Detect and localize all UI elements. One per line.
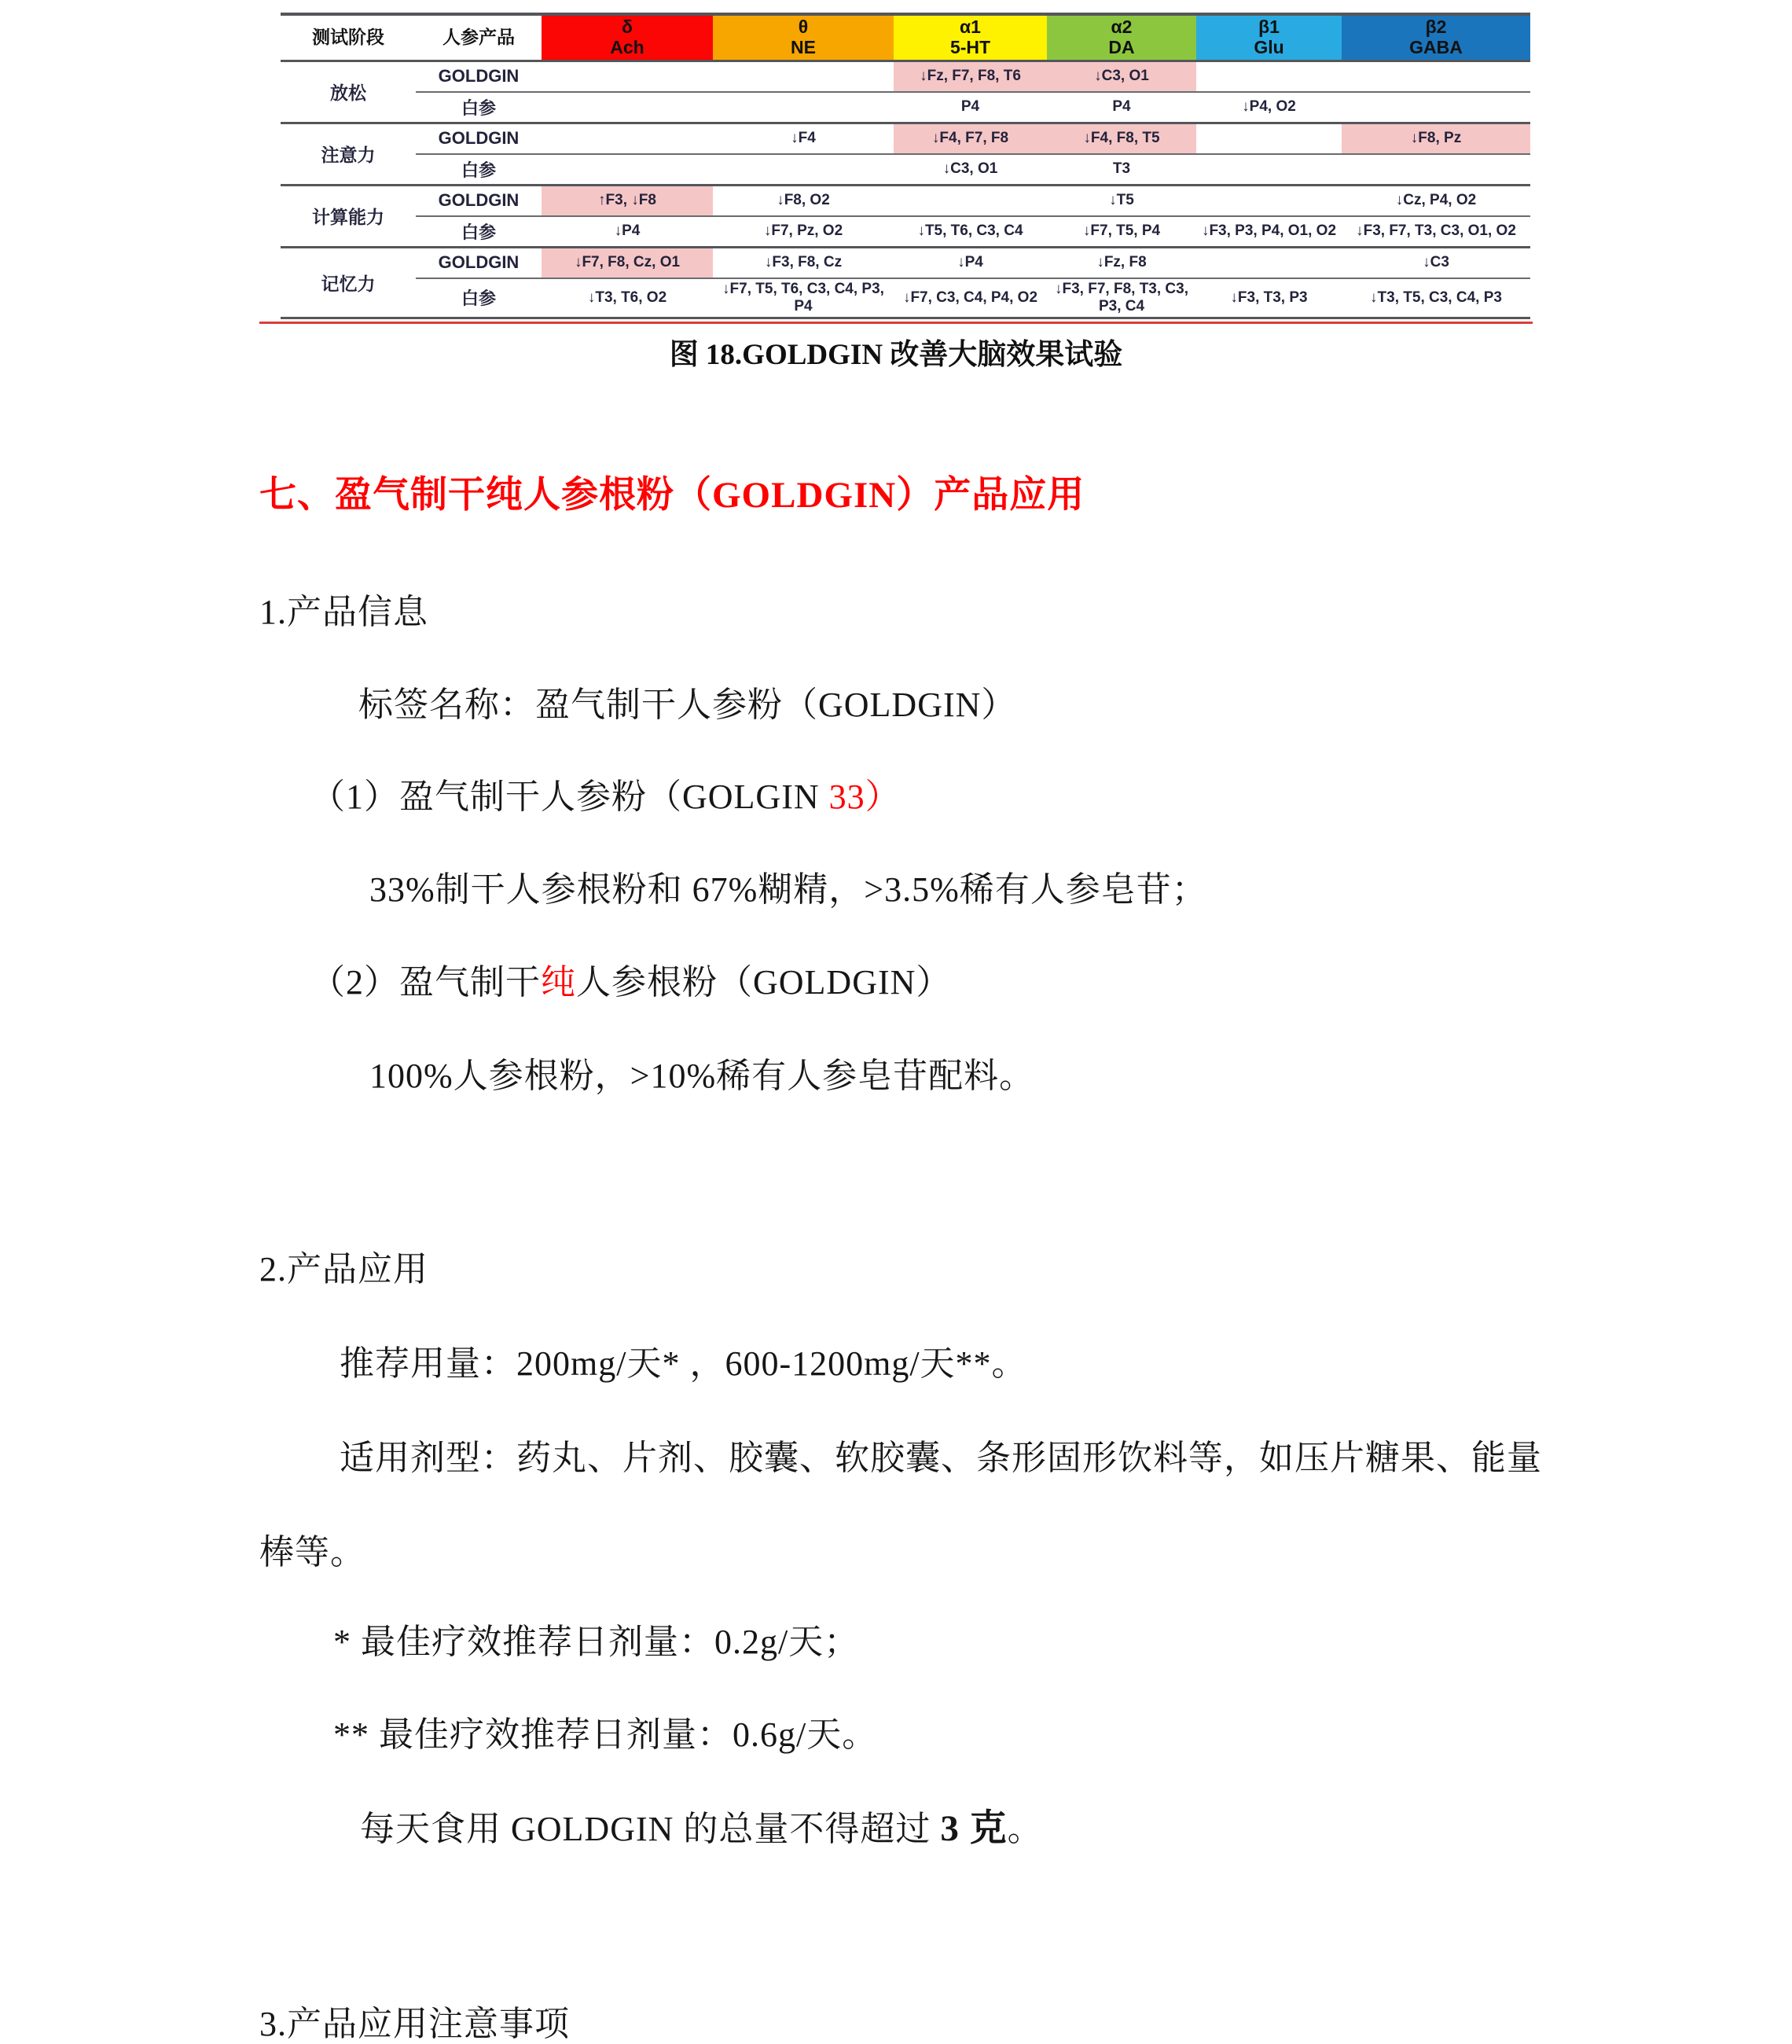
variant-1-text: （1）盈气制干人参粉（GOLGIN: [310, 778, 829, 816]
section-1-title: 1.产品信息: [259, 593, 428, 631]
table-cell: [1196, 247, 1342, 278]
band-header-ach: [542, 14, 713, 61]
table-cell: ↓F7, T5, T6, C3, C4, P3, P4: [713, 278, 894, 318]
stage-cell: 放松: [281, 61, 416, 123]
table-cell: ↓F3, F7, T3, C3, O1, O2: [1342, 216, 1530, 248]
variant-2-text-pre: （2）盈气制干: [310, 963, 541, 1002]
table-cell: ↓Cz, P4, O2: [1342, 185, 1530, 216]
band-label: GABA: [1409, 36, 1463, 57]
table-cell: [542, 92, 713, 123]
table-cell: [1342, 154, 1530, 186]
band-symbol: δ: [622, 17, 633, 37]
table-cell: P4: [894, 92, 1047, 123]
footnote-2: ** 最佳疗效推荐日剂量：0.6g/天。: [333, 1715, 878, 1754]
table-cell: P4: [1047, 92, 1196, 123]
band-label: Glu: [1254, 36, 1284, 57]
table-row: [281, 92, 1530, 123]
table-cell: ↓F3, F7, F8, T3, C3, P3, C4: [1047, 278, 1196, 318]
band-symbol: β2: [1425, 17, 1447, 37]
table-cell: ↓P4: [542, 216, 713, 248]
table-cell: ↓F3, P3, P4, O1, O2: [1196, 216, 1342, 248]
table-cell: [1342, 92, 1530, 123]
dosage-line: 推荐用量：200mg/天* ，600-1200mg/天**。: [340, 1344, 1027, 1383]
table-cell: [894, 185, 1047, 216]
table-cell: ↓T3, T5, C3, C4, P3: [1342, 278, 1530, 318]
daily-limit-amount: 3 克: [940, 1808, 1008, 1849]
table-cell: ↓F7, C3, C4, P4, O2: [894, 278, 1047, 318]
table-cell: ↓F8, O2: [713, 185, 894, 216]
section-heading: 七、盈气制干纯人参根粉（GOLDGIN）产品应用: [259, 475, 1085, 516]
table-row: [281, 278, 1530, 318]
table-cell: [1196, 61, 1342, 92]
product-cell: 白参: [416, 92, 542, 123]
daily-limit-end: 。: [1007, 1810, 1043, 1848]
table-cell: ↓F4, F7, F8: [894, 123, 1047, 154]
product-cell: GOLDGIN: [416, 185, 542, 216]
effect-table-wrap: [281, 13, 1530, 319]
variant-1-composition: 33%制干人参根粉和 67%糊精，>3.5%稀有人参皂苷；: [369, 870, 1207, 909]
table-cell: ↓Fz, F7, F8, T6: [894, 61, 1047, 92]
table-cell: ↓C3, O1: [1047, 61, 1196, 92]
table-cell: ↓P4: [894, 247, 1047, 278]
band-header-gaba: [1342, 14, 1530, 61]
table-red-underline: [259, 322, 1533, 324]
table-cell: [713, 61, 894, 92]
table-cell: [1342, 61, 1530, 92]
variant-2-red-text: 纯: [541, 963, 576, 1002]
section-2-title: 2.产品应用: [259, 1250, 428, 1289]
product-cell: GOLDGIN: [416, 247, 542, 278]
product-variant-2: [310, 954, 951, 1004]
table-cell: ↓T3, T6, O2: [542, 278, 713, 318]
table-cell: ↓F7, Pz, O2: [713, 216, 894, 248]
section-3-title: 3.产品应用注意事项: [259, 2005, 570, 2043]
table-row: [281, 216, 1530, 248]
stage-column-header: 测试阶段: [281, 14, 416, 61]
band-label: NE: [791, 36, 816, 57]
stage-cell: 记忆力: [281, 247, 416, 318]
label-name-line: 标签名称：盈气制干人参粉（GOLDGIN）: [358, 686, 1017, 724]
table-cell: ↓F4: [713, 123, 894, 154]
band-header-da: [1047, 14, 1196, 61]
product-cell: 白参: [416, 278, 542, 318]
product-variant-1: [310, 768, 901, 818]
table-cell: [542, 123, 713, 154]
table-row: [281, 185, 1530, 216]
band-label: 5-HT: [949, 36, 991, 57]
band-label: DA: [1108, 36, 1135, 57]
stage-cell: 计算能力: [281, 185, 416, 247]
band-label: Ach: [610, 36, 644, 57]
table-row: [281, 123, 1530, 154]
table-cell: ↓C3, O1: [894, 154, 1047, 186]
table-cell: ↓F4, F8, T5: [1047, 123, 1196, 154]
table-row: [281, 154, 1530, 186]
table-cell: [542, 61, 713, 92]
dosage-forms-line-1: 适用剂型：药丸、片剂、胶囊、软胶囊、条形固形饮料等，如压片糖果、能量: [340, 1439, 1542, 1477]
table-cell: ↓T5: [1047, 185, 1196, 216]
product-cell: GOLDGIN: [416, 123, 542, 154]
table-cell: [1196, 154, 1342, 186]
product-cell: 白参: [416, 216, 542, 248]
table-caption: 图 18.GOLDGIN 改善大脑效果试验: [669, 339, 1123, 371]
table-cell: ↓F3, F8, Cz: [713, 247, 894, 278]
dosage-forms-line-2: 棒等。: [259, 1533, 365, 1572]
product-cell: 白参: [416, 154, 542, 186]
daily-limit-line: [360, 1799, 1043, 1851]
table-header-row: [281, 14, 1530, 61]
band-header-ne: [713, 14, 894, 61]
table-cell: [713, 154, 894, 186]
band-symbol: β1: [1258, 17, 1280, 37]
table-cell: ↓F7, F8, Cz, O1: [542, 247, 713, 278]
table-cell: ↓P4, O2: [1196, 92, 1342, 123]
product-column-header: 人参产品: [416, 14, 542, 61]
variant-1-red-text: 33）: [828, 778, 901, 816]
table-cell: T3: [1047, 154, 1196, 186]
table-cell: [542, 154, 713, 186]
band-symbol: α2: [1111, 17, 1133, 37]
table-cell: ↓F7, T5, P4: [1047, 216, 1196, 248]
band-symbol: α1: [960, 17, 981, 37]
table-cell: ↓T5, T6, C3, C4: [894, 216, 1047, 248]
variant-2-text-post: 人参根粉（GOLDGIN）: [576, 963, 952, 1002]
band-header-glu: [1196, 14, 1342, 61]
table-cell: ↓F8, Pz: [1342, 123, 1530, 154]
table-cell: ↑F3, ↓F8: [542, 185, 713, 216]
stage-cell: 注意力: [281, 123, 416, 185]
band-symbol: θ: [798, 17, 809, 37]
table-cell: [1196, 185, 1342, 216]
effect-table: [281, 13, 1530, 319]
table-row: [281, 247, 1530, 278]
table-cell: [1196, 123, 1342, 154]
table-cell: ↓F3, T3, P3: [1196, 278, 1342, 318]
table-cell: ↓C3: [1342, 247, 1530, 278]
daily-limit-text: 每天食用 GOLDGIN 的总量不得超过: [360, 1810, 941, 1848]
footnote-1: * 最佳疗效推荐日剂量：0.2g/天；: [333, 1623, 860, 1661]
table-cell: ↓Fz, F8: [1047, 247, 1196, 278]
table-cell: [713, 92, 894, 123]
band-header-5-ht: [894, 14, 1047, 61]
variant-2-composition: 100%人参根粉，>10%稀有人参皂苷配料。: [369, 1057, 1035, 1095]
table-row: [281, 61, 1530, 92]
product-cell: GOLDGIN: [416, 61, 542, 92]
